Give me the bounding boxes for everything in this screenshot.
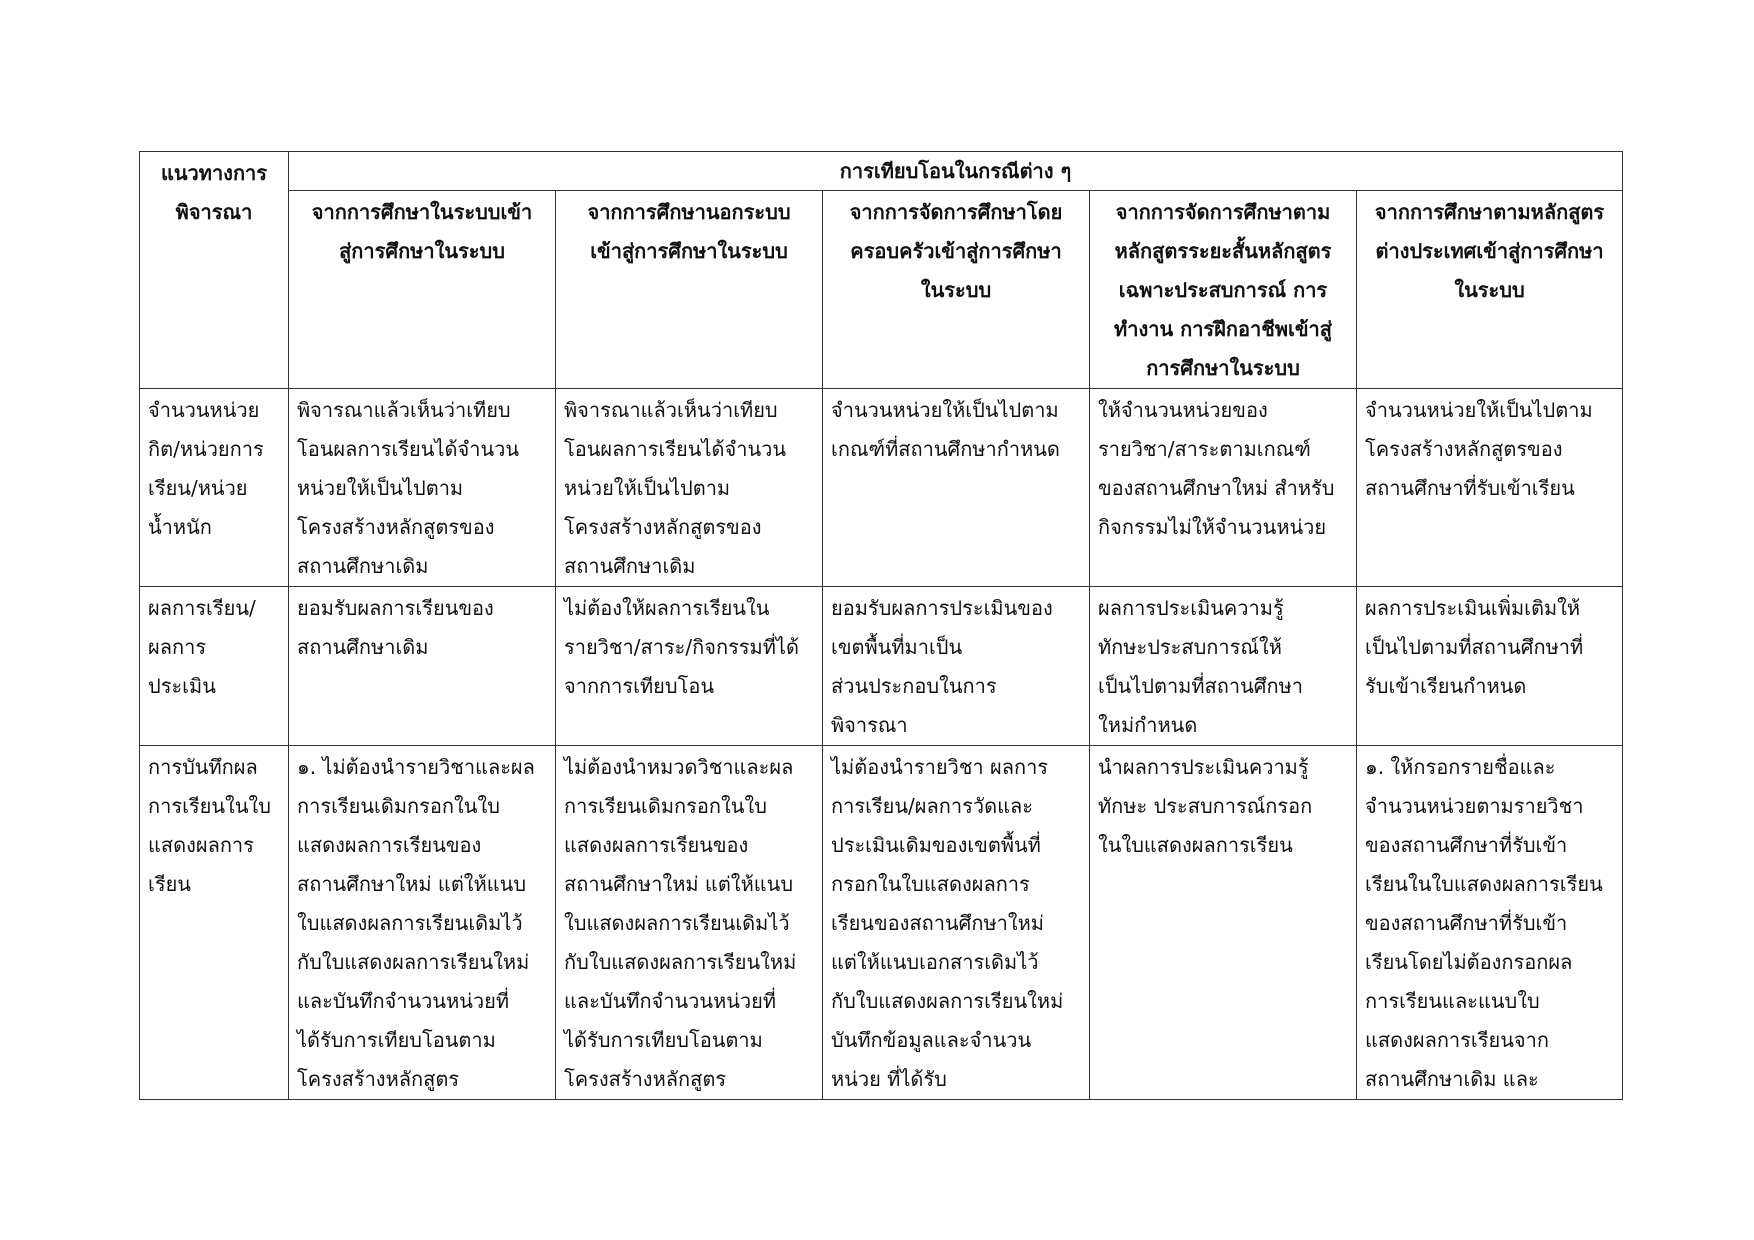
group-title: การเทียบโอนในกรณีต่าง ๆ <box>289 152 1623 191</box>
table-cell: พิจารณาแล้วเห็นว่าเทียบ โอนผลการเรียนได้จำนวน หน่วยให้เป็นไปตาม โครงสร้างหลักสูตรของ สถานศึกษาเดิม <box>289 389 556 587</box>
column-header-formal: จากการศึกษาในระบบเข้า สู่การศึกษาในระบบ <box>289 191 556 389</box>
row-header-title: แนวทางการ พิจารณา <box>140 152 289 389</box>
table-cell: ๑. ให้กรอกรายชื่อและ จำนวนหน่วยตามรายวิชา ของสถานศึกษาที่รับเข้า เรียนในใบแสดงผลการเรียน ของสถานศึกษาที่รับเข้า เรียนโดยไม่ต้องกรอกผล การเรียนและแนบใบ แสดงผลการเรียนจาก สถานศึกษาเดิม และ <box>1357 746 1623 1100</box>
transfer-comparison-table <box>139 151 1623 1100</box>
table-cell: พิจารณาแล้วเห็นว่าเทียบ โอนผลการเรียนได้จำนวน หน่วยให้เป็นไปตาม โครงสร้างหลักสูตรของ สถานศึกษาเดิม <box>556 389 823 587</box>
row-label: ผลการเรียน/ ผลการ ประเมิน <box>140 587 289 746</box>
table-cell: ผลการประเมินเพิ่มเติมให้ เป็นไปตามที่สถานศึกษาที่ รับเข้าเรียนกำหนด <box>1357 587 1623 746</box>
table-cell: ไม่ต้องนำรายวิชา ผลการ การเรียน/ผลการวัดและ ประเมินเดิมของเขตพื้นที่ กรอกในใบแสดงผลการ เรียนของสถานศึกษาใหม่ แต่ให้แนบเอกสารเดิมไว้ กับใบแสดงผลการเรียนใหม่ บันทึกข้อมูลและจำนวน หน่วย ที่ได้รับ <box>823 746 1090 1100</box>
table-cell: ไม่ต้องให้ผลการเรียนใน รายวิชา/สาระ/กิจกรรมที่ได้ จากการเทียบโอน <box>556 587 823 746</box>
table-cell: ผลการประเมินความรู้ ทักษะประสบการณ์ให้ เป็นไปตามที่สถานศึกษา ใหม่กำหนด <box>1090 587 1357 746</box>
table-cell: ยอมรับผลการประเมินของ เขตพื้นที่มาเป็น ส่วนประกอบในการ พิจารณา <box>823 587 1090 746</box>
row-label: จำนวนหน่วย กิต/หน่วยการ เรียน/หน่วย น้ำหนัก <box>140 389 289 587</box>
table-cell: นำผลการประเมินความรู้ ทักษะ ประสบการณ์กรอก ในใบแสดงผลการเรียน <box>1090 746 1357 1100</box>
table-row <box>140 746 1623 1100</box>
table-cell: ไม่ต้องนำหมวดวิชาและผล การเรียนเดิมกรอกในใบ แสดงผลการเรียนของ สถานศึกษาใหม่ แต่ให้แนบ ใบแสดงผลการเรียนเดิมไว้ กับใบแสดงผลการเรียนใหม่ และบันทึกจำนวนหน่วยที่ ได้รับการเทียบโอนตาม โครงสร้างหลักสูตร <box>556 746 823 1100</box>
header-row-columns <box>140 191 1623 389</box>
table-cell: จำนวนหน่วยให้เป็นไปตาม เกณฑ์ที่สถานศึกษากำหนด <box>823 389 1090 587</box>
table-cell: จำนวนหน่วยให้เป็นไปตาม โครงสร้างหลักสูตรของ สถานศึกษาที่รับเข้าเรียน <box>1357 389 1623 587</box>
table-row <box>140 587 1623 746</box>
column-header-short-course: จากการจัดการศึกษาตาม หลักสูตรระยะสั้นหลักสูตร เฉพาะประสบการณ์ การ ทำงาน การฝึกอาชีพเข้าสู่ การศึกษาในระบบ <box>1090 191 1357 389</box>
column-header-foreign: จากการศึกษาตามหลักสูตร ต่างประเทศเข้าสู่การศึกษา ในระบบ <box>1357 191 1623 389</box>
row-label: การบันทึกผล การเรียนในใบ แสดงผลการ เรียน <box>140 746 289 1100</box>
table-cell: ยอมรับผลการเรียนของ สถานศึกษาเดิม <box>289 587 556 746</box>
table-cell: ให้จำนวนหน่วยของ รายวิชา/สาระตามเกณฑ์ ของสถานศึกษาใหม่ สำหรับ กิจกรรมไม่ให้จำนวนหน่วย <box>1090 389 1357 587</box>
table-cell: ๑. ไม่ต้องนำรายวิชาและผล การเรียนเดิมกรอกในใบ แสดงผลการเรียนของ สถานศึกษาใหม่ แต่ให้แนบ ใบแสดงผลการเรียนเดิมไว้ กับใบแสดงผลการเรียนใหม่ และบันทึกจำนวนหน่วยที่ ได้รับการเทียบโอนตาม โครงสร้างหลักสูตร <box>289 746 556 1100</box>
column-header-homeschool: จากการจัดการศึกษาโดย ครอบครัวเข้าสู่การศึกษา ในระบบ <box>823 191 1090 389</box>
header-row-group <box>140 152 1623 191</box>
table-row <box>140 389 1623 587</box>
column-header-nonformal: จากการศึกษานอกระบบ เข้าสู่การศึกษาในระบบ <box>556 191 823 389</box>
